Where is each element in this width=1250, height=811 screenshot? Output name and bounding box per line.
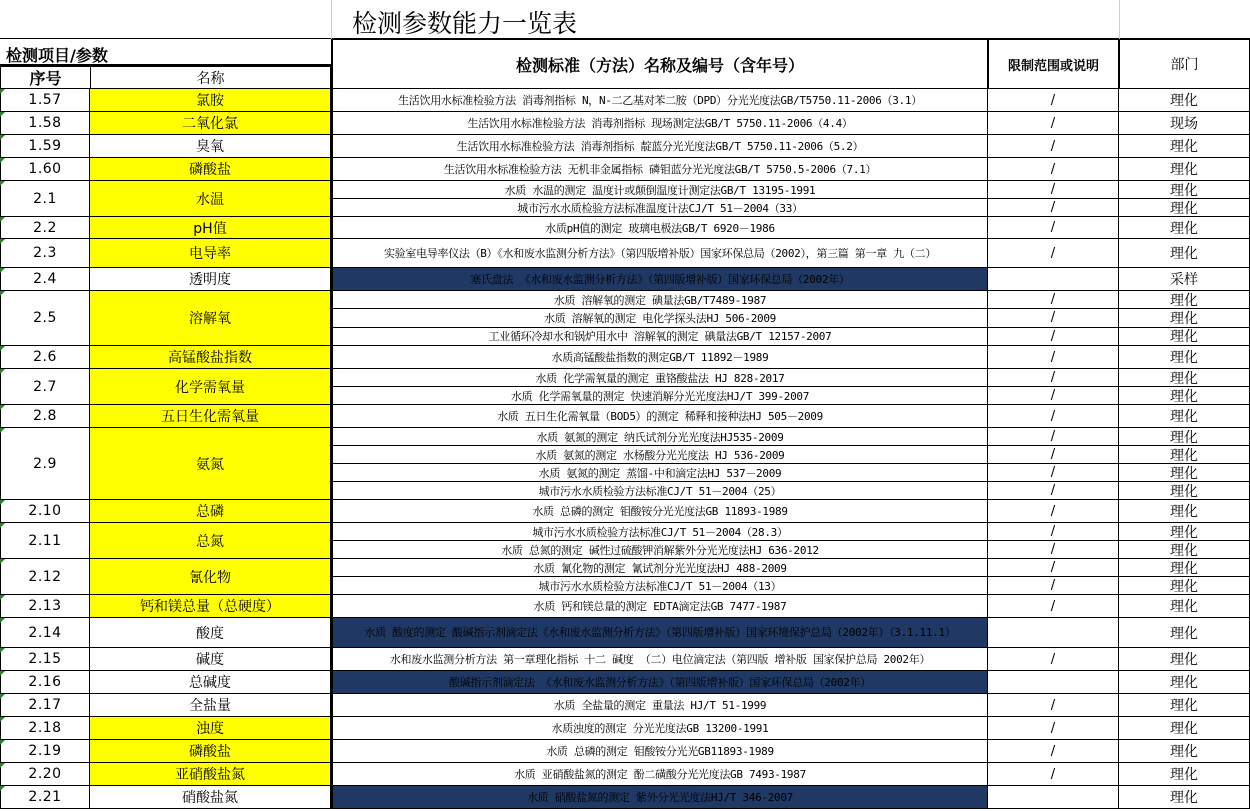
standard-group xyxy=(331,346,1250,369)
name-cell[interactable]: 钙和镁总量（总硬度） xyxy=(90,595,331,618)
table-row[interactable] xyxy=(0,291,1250,346)
standard-cell[interactable]: 水质 溶解氧的测定 电化学探头法HJ 506-2009 xyxy=(331,309,988,327)
standard-group xyxy=(331,181,1250,217)
standard-group xyxy=(331,239,1250,268)
limit-cell[interactable]: / xyxy=(988,369,1119,387)
standard-line xyxy=(331,158,1250,181)
standard-group xyxy=(331,500,1250,523)
limit-cell[interactable]: / xyxy=(988,199,1119,217)
limit-cell[interactable]: / xyxy=(988,559,1119,577)
table-row[interactable] xyxy=(0,595,1250,618)
standard-group xyxy=(331,786,1250,809)
standard-cell[interactable]: 城市污水水质检验方法标准CJ/T 51－2004（13） xyxy=(331,577,988,595)
name-cell[interactable]: 磷酸盐 xyxy=(90,158,331,181)
table-row[interactable] xyxy=(0,428,1250,500)
limit-cell[interactable]: / xyxy=(988,309,1119,327)
limit-cell[interactable]: / xyxy=(988,577,1119,595)
cell-error-marker-icon xyxy=(0,428,5,433)
table-row[interactable] xyxy=(0,346,1250,369)
limit-cell[interactable]: / xyxy=(988,181,1119,199)
standard-line xyxy=(331,217,1250,239)
standard-line xyxy=(331,595,1250,618)
name-cell[interactable]: 硝酸盐氮 xyxy=(90,786,331,809)
table-row[interactable] xyxy=(0,239,1250,268)
dept-cell[interactable]: 理化 xyxy=(1119,309,1250,327)
name-cell[interactable]: 电导率 xyxy=(90,239,331,268)
standard-line xyxy=(331,309,1250,327)
limit-cell[interactable]: / xyxy=(988,89,1119,112)
dept-cell[interactable]: 理化 xyxy=(1119,387,1250,405)
dept-cell[interactable]: 理化 xyxy=(1119,541,1250,559)
standard-line xyxy=(331,446,1250,464)
limit-cell[interactable]: / xyxy=(988,541,1119,559)
standard-line xyxy=(331,618,1250,648)
cell-error-marker-icon xyxy=(0,217,5,222)
seq-cell[interactable]: 2.2 xyxy=(0,217,90,239)
standard-cell[interactable]: 水质 五日生化需氧量（BOD5）的测定 稀释和接种法HJ 505－2009 xyxy=(331,405,988,428)
dept-cell[interactable]: 理化 xyxy=(1119,559,1250,577)
standard-group xyxy=(331,405,1250,428)
dept-cell[interactable]: 理化 xyxy=(1119,618,1250,648)
seq-cell[interactable]: 2.13 xyxy=(0,595,90,618)
cell-error-marker-icon xyxy=(0,346,5,351)
standard-line xyxy=(331,369,1250,387)
standard-cell[interactable]: 生活饮用水标准检验方法 消毒剂指标 靛蓝分光光度法GB/T 5750.11-2006（5.2） xyxy=(331,135,988,158)
table-row[interactable] xyxy=(0,268,1250,291)
standard-line xyxy=(331,694,1250,717)
standard-group xyxy=(331,559,1250,595)
standard-line xyxy=(331,428,1250,446)
table-row[interactable] xyxy=(0,405,1250,428)
limit-cell[interactable]: / xyxy=(988,239,1119,268)
name-cell[interactable]: 总氮 xyxy=(90,523,331,559)
limit-cell[interactable]: / xyxy=(988,405,1119,428)
title-row xyxy=(0,0,1250,39)
table-row[interactable] xyxy=(0,500,1250,523)
limit-cell[interactable]: / xyxy=(988,500,1119,523)
name-cell[interactable]: 化学需氧量 xyxy=(90,369,331,405)
standard-cell[interactable]: 生活饮用水标准检验方法 消毒剂指标 现场测定法GB/T 5750.11-2006（4.4） xyxy=(331,112,988,135)
standard-cell[interactable]: 生活饮用水标准检验方法 消毒剂指标 N，N-二乙基对苯二胺（DPD）分光光度法GB/T5750.11-2006（3.1） xyxy=(331,89,988,112)
standard-group xyxy=(331,369,1250,405)
standard-line xyxy=(331,291,1250,309)
header-group: 检测项目/参数 xyxy=(6,46,108,65)
dept-cell[interactable]: 理化 xyxy=(1119,89,1250,112)
name-cell[interactable]: 二氧化氯 xyxy=(90,112,331,135)
standard-line xyxy=(331,199,1250,217)
seq-cell[interactable]: 1.59 xyxy=(0,135,90,158)
standard-line xyxy=(331,135,1250,158)
cell-error-marker-icon xyxy=(0,618,5,623)
standard-cell[interactable]: 塞氏盘法 《水和废水监测分析方法》（第四版增补版）国家环保总局（2002年） xyxy=(331,268,988,291)
standard-line xyxy=(331,89,1250,112)
name-cell[interactable]: 透明度 xyxy=(90,268,331,291)
standard-group xyxy=(331,217,1250,239)
seq-cell[interactable]: 1.58 xyxy=(0,112,90,135)
standard-cell[interactable]: 水质 水温的测定 温度计或颠倒温度计测定法GB/T 13195-1991 xyxy=(331,181,988,199)
table-row[interactable] xyxy=(0,694,1250,717)
limit-cell[interactable]: / xyxy=(988,291,1119,309)
name-cell[interactable]: 臭氧 xyxy=(90,135,331,158)
dept-cell[interactable]: 理化 xyxy=(1119,595,1250,618)
standard-cell[interactable]: 水质 总磷的测定 钼酸铵分光光度法GB 11893-1989 xyxy=(331,500,988,523)
seq-cell[interactable]: 2.18 xyxy=(0,717,90,740)
header-standard: 检测标准（方法）名称及编号（含年号） xyxy=(331,39,988,89)
dept-cell[interactable]: 理化 xyxy=(1119,464,1250,482)
standard-group xyxy=(331,648,1250,671)
standard-line xyxy=(331,328,1250,346)
standard-line xyxy=(331,482,1250,500)
standard-cell[interactable]: 水质 总氮的测定 碱性过硫酸钾消解紫外分光光度法HJ 636-2012 xyxy=(331,541,988,559)
standard-line xyxy=(331,268,1250,291)
table-row[interactable] xyxy=(0,618,1250,648)
limit-cell[interactable]: / xyxy=(988,135,1119,158)
standard-cell[interactable]: 水质 全盐量的测定 重量法 HJ/T 51-1999 xyxy=(331,694,988,717)
standard-group xyxy=(331,595,1250,618)
cell-error-marker-icon xyxy=(0,158,5,163)
standard-cell[interactable]: 水质 氨氮的测定 纳氏试剂分光光度法HJ535-2009 xyxy=(331,428,988,446)
standard-cell[interactable]: 工业循环冷却水和锅炉用水中 溶解氧的测定 碘量法GB/T 12157-2007 xyxy=(331,328,988,346)
limit-cell[interactable]: / xyxy=(988,346,1119,369)
limit-cell[interactable]: / xyxy=(988,763,1119,786)
table-row[interactable] xyxy=(0,112,1250,135)
header-seq: 序号 xyxy=(0,66,90,89)
standard-group xyxy=(331,740,1250,763)
dept-cell[interactable]: 理化 xyxy=(1119,482,1250,500)
dept-cell[interactable]: 理化 xyxy=(1119,577,1250,595)
name-cell[interactable]: pH值 xyxy=(90,217,331,239)
standard-line xyxy=(331,559,1250,577)
cell-error-marker-icon xyxy=(0,671,5,676)
name-cell[interactable]: 氰化物 xyxy=(90,559,331,595)
cell-error-marker-icon xyxy=(0,135,5,140)
cell-error-marker-icon xyxy=(0,717,5,722)
limit-cell[interactable]: / xyxy=(988,387,1119,405)
cell-error-marker-icon xyxy=(0,523,5,528)
name-cell[interactable]: 总碱度 xyxy=(90,671,331,694)
standard-cell[interactable]: 水质高锰酸盐指数的测定GB/T 11892－1989 xyxy=(331,346,988,369)
name-cell[interactable]: 溶解氧 xyxy=(90,291,331,346)
cell-error-marker-icon xyxy=(0,559,5,564)
cell-error-marker-icon xyxy=(0,239,5,244)
table-row[interactable] xyxy=(0,181,1250,217)
standard-line xyxy=(331,541,1250,559)
name-cell[interactable]: 全盐量 xyxy=(90,694,331,717)
dept-cell[interactable]: 现场 xyxy=(1119,112,1250,135)
dept-cell[interactable]: 理化 xyxy=(1119,717,1250,740)
limit-cell[interactable] xyxy=(988,618,1119,648)
name-cell[interactable]: 氨氮 xyxy=(90,428,331,500)
dept-cell[interactable]: 理化 xyxy=(1119,786,1250,809)
seq-cell[interactable]: 2.8 xyxy=(0,405,90,428)
standard-group xyxy=(331,158,1250,181)
standard-group xyxy=(331,717,1250,740)
name-cell[interactable]: 氯胺 xyxy=(90,89,331,112)
standard-line xyxy=(331,763,1250,786)
limit-cell[interactable]: / xyxy=(988,694,1119,717)
seq-cell[interactable]: 2.17 xyxy=(0,694,90,717)
table-row[interactable] xyxy=(0,763,1250,786)
dept-cell[interactable]: 理化 xyxy=(1119,740,1250,763)
table-row[interactable] xyxy=(0,523,1250,559)
limit-cell[interactable]: / xyxy=(988,740,1119,763)
standard-cell[interactable]: 水和废水监测分析方法 第一章理化指标 十二 碱度 （二）电位滴定法（第四版 增补版 国家保护总局 2002年） xyxy=(331,648,988,671)
dept-cell[interactable]: 理化 xyxy=(1119,369,1250,387)
dept-cell[interactable]: 理化 xyxy=(1119,158,1250,181)
standard-group xyxy=(331,671,1250,694)
seq-cell[interactable]: 2.19 xyxy=(0,740,90,763)
dept-cell[interactable]: 理化 xyxy=(1119,135,1250,158)
dept-cell[interactable]: 理化 xyxy=(1119,291,1250,309)
table-row[interactable] xyxy=(0,369,1250,405)
standard-line xyxy=(331,500,1250,523)
standard-cell[interactable]: 水质 溶解氧的测定 碘量法GB/T7489-1987 xyxy=(331,291,988,309)
limit-cell[interactable] xyxy=(988,671,1119,694)
standard-cell[interactable]: 水质 钙和镁总量的测定 EDTA滴定法GB 7477-1987 xyxy=(331,595,988,618)
limit-cell[interactable] xyxy=(988,268,1119,291)
seq-cell[interactable]: 2.3 xyxy=(0,239,90,268)
limit-cell[interactable]: / xyxy=(988,717,1119,740)
limit-cell[interactable]: / xyxy=(988,446,1119,464)
dept-cell[interactable]: 理化 xyxy=(1119,239,1250,268)
standard-line xyxy=(331,112,1250,135)
dept-cell[interactable]: 理化 xyxy=(1119,199,1250,217)
seq-cell[interactable]: 2.20 xyxy=(0,763,90,786)
dept-cell[interactable]: 理化 xyxy=(1119,763,1250,786)
standard-cell[interactable]: 生活饮用水标准检验方法 无机非金属指标 磷钼蓝分光光度法GB/T 5750.5-2006（7.1） xyxy=(331,158,988,181)
header-name: 名称 xyxy=(90,66,331,89)
cell-error-marker-icon xyxy=(0,500,5,505)
standard-cell[interactable]: 水质 化学需氧量的测定 重铬酸盐法 HJ 828-2017 xyxy=(331,369,988,387)
standard-cell[interactable]: 酸碱指示剂滴定法 《水和废水监测分析方法》（第四版增补版）国家环保总局（2002年） xyxy=(331,671,988,694)
standard-cell[interactable]: 水质浊度的测定 分光光度法GB 13200-1991 xyxy=(331,717,988,740)
dept-cell[interactable]: 理化 xyxy=(1119,346,1250,369)
standard-line xyxy=(331,346,1250,369)
standard-cell[interactable]: 水质 酸度的测定 酸碱指示剂滴定法《水和废水监测分析方法》（第四版增补版）国家环境保护总局（2002年）（3.1.11.1） xyxy=(331,618,988,648)
standard-line xyxy=(331,523,1250,541)
cell-error-marker-icon xyxy=(0,405,5,410)
gridline xyxy=(331,0,332,39)
header-limit: 限制范围或说明 xyxy=(988,39,1119,89)
seq-cell[interactable]: 2.4 xyxy=(0,268,90,291)
dept-cell[interactable]: 理化 xyxy=(1119,328,1250,346)
seq-cell[interactable]: 2.21 xyxy=(0,786,90,809)
dept-cell[interactable]: 理化 xyxy=(1119,405,1250,428)
table-row[interactable] xyxy=(0,135,1250,158)
name-cell[interactable]: 浊度 xyxy=(90,717,331,740)
table-row[interactable] xyxy=(0,671,1250,694)
dept-cell[interactable]: 理化 xyxy=(1119,446,1250,464)
dept-cell[interactable]: 采样 xyxy=(1119,268,1250,291)
cell-error-marker-icon xyxy=(0,740,5,745)
name-cell[interactable]: 总磷 xyxy=(90,500,331,523)
seq-cell[interactable]: 2.9 xyxy=(0,428,90,500)
standard-cell[interactable]: 水质 总磷的测定 钼酸铵分光光GB11893-1989 xyxy=(331,740,988,763)
cell-error-marker-icon xyxy=(0,595,5,600)
seq-cell[interactable]: 2.14 xyxy=(0,618,90,648)
standard-group xyxy=(331,428,1250,500)
dept-cell[interactable]: 理化 xyxy=(1119,428,1250,446)
name-cell[interactable]: 亚硝酸盐氮 xyxy=(90,763,331,786)
seq-cell[interactable]: 2.11 xyxy=(0,523,90,559)
table-row[interactable] xyxy=(0,740,1250,763)
standard-cell[interactable]: 实验室电导率仪法（B）《水和废水监测分析方法》（第四版增补版）国家环保总局（2002），第三篇 第一章 九（二） xyxy=(331,239,988,268)
seq-cell[interactable]: 2.6 xyxy=(0,346,90,369)
dept-cell[interactable]: 理化 xyxy=(1119,523,1250,541)
seq-cell[interactable]: 1.60 xyxy=(0,158,90,181)
limit-cell[interactable]: / xyxy=(988,523,1119,541)
cell-error-marker-icon xyxy=(0,786,5,791)
seq-cell[interactable]: 2.10 xyxy=(0,500,90,523)
dept-cell[interactable]: 理化 xyxy=(1119,671,1250,694)
limit-cell[interactable] xyxy=(988,786,1119,809)
seq-cell[interactable]: 1.57 xyxy=(0,89,90,112)
standard-cell[interactable]: 水质 硝酸盐氮的测定 紫外分光光度法HJ/T 346-2007 xyxy=(331,786,988,809)
standard-cell[interactable]: 水质pH值的测定 玻璃电极法GB/T 6920－1986 xyxy=(331,217,988,239)
standard-cell[interactable]: 城市污水水质检验方法标准温度计法CJ/T 51－2004（33） xyxy=(331,199,988,217)
standard-group xyxy=(331,763,1250,786)
table-row[interactable] xyxy=(0,717,1250,740)
cell-error-marker-icon xyxy=(0,268,5,273)
name-cell[interactable]: 酸度 xyxy=(90,618,331,648)
standard-line xyxy=(331,786,1250,809)
seq-cell[interactable]: 2.16 xyxy=(0,671,90,694)
limit-cell[interactable]: / xyxy=(988,482,1119,500)
dept-cell[interactable]: 理化 xyxy=(1119,500,1250,523)
cell-error-marker-icon xyxy=(0,763,5,768)
standard-line xyxy=(331,405,1250,428)
cell-error-marker-icon xyxy=(0,648,5,653)
dept-cell[interactable]: 理化 xyxy=(1119,217,1250,239)
limit-cell[interactable]: / xyxy=(988,595,1119,618)
name-cell[interactable]: 碱度 xyxy=(90,648,331,671)
standard-line xyxy=(331,577,1250,595)
limit-cell[interactable]: / xyxy=(988,217,1119,239)
standard-line xyxy=(331,464,1250,482)
seq-cell[interactable]: 2.1 xyxy=(0,181,90,217)
standard-cell[interactable]: 水质 亚硝酸盐氮的测定 酚二磺酸分光光度法GB 7493-1987 xyxy=(331,763,988,786)
standard-group xyxy=(331,694,1250,717)
standard-line xyxy=(331,387,1250,405)
cell-error-marker-icon xyxy=(0,181,5,186)
dept-cell[interactable]: 理化 xyxy=(1119,694,1250,717)
header-dept: 部门 xyxy=(1119,39,1250,89)
standard-line xyxy=(331,671,1250,694)
table-row[interactable] xyxy=(0,559,1250,595)
limit-cell[interactable]: / xyxy=(988,158,1119,181)
limit-cell[interactable]: / xyxy=(988,428,1119,446)
seq-cell[interactable]: 2.5 xyxy=(0,291,90,346)
page-title: 检测参数能力一览表 xyxy=(352,9,578,38)
cell-error-marker-icon xyxy=(0,112,5,117)
cell-error-marker-icon xyxy=(0,694,5,699)
standard-line xyxy=(331,181,1250,199)
dept-cell[interactable]: 理化 xyxy=(1119,648,1250,671)
standard-group xyxy=(331,112,1250,135)
seq-cell[interactable]: 2.15 xyxy=(0,648,90,671)
limit-cell[interactable]: / xyxy=(988,328,1119,346)
standard-line xyxy=(331,740,1250,763)
table-row[interactable] xyxy=(0,217,1250,239)
standard-cell[interactable]: 水质 氰化物的测定 氰试剂分光光度法HJ 488-2009 xyxy=(331,559,988,577)
cell-error-marker-icon xyxy=(0,369,5,374)
table-row[interactable] xyxy=(0,158,1250,181)
name-cell[interactable]: 水温 xyxy=(90,181,331,217)
standard-cell[interactable]: 城市污水水质检验方法标准CJ/T 51－2004（25） xyxy=(331,482,988,500)
cell-error-marker-icon xyxy=(0,89,5,94)
cell-error-marker-icon xyxy=(0,291,5,296)
standard-group xyxy=(331,618,1250,648)
standard-cell[interactable]: 水质 化学需氧量的测定 快速消解分光光度法HJ/T 399-2007 xyxy=(331,387,988,405)
standard-group xyxy=(331,523,1250,559)
name-cell[interactable]: 磷酸盐 xyxy=(90,740,331,763)
standard-group xyxy=(331,89,1250,112)
standard-group xyxy=(331,268,1250,291)
table-row[interactable] xyxy=(0,786,1250,809)
table-row[interactable] xyxy=(0,89,1250,112)
seq-cell[interactable]: 2.7 xyxy=(0,369,90,405)
name-cell[interactable]: 高锰酸盐指数 xyxy=(90,346,331,369)
standard-group xyxy=(331,135,1250,158)
standard-line xyxy=(331,648,1250,671)
dept-cell[interactable]: 理化 xyxy=(1119,181,1250,199)
standard-group xyxy=(331,291,1250,346)
gridline xyxy=(1119,0,1120,39)
standard-cell[interactable]: 水质 氨氮的测定 蒸馏-中和滴定法HJ 537－2009 xyxy=(331,464,988,482)
limit-cell[interactable]: / xyxy=(988,112,1119,135)
standard-line xyxy=(331,239,1250,268)
standard-line xyxy=(331,717,1250,740)
limit-cell[interactable]: / xyxy=(988,464,1119,482)
standard-cell[interactable]: 城市污水水质检验方法标准CJ/T 51－2004（28.3） xyxy=(331,523,988,541)
table-row[interactable] xyxy=(0,648,1250,671)
limit-cell[interactable]: / xyxy=(988,648,1119,671)
seq-cell[interactable]: 2.12 xyxy=(0,559,90,595)
standard-cell[interactable]: 水质 氨氮的测定 水杨酸分光光度法 HJ 536-2009 xyxy=(331,446,988,464)
name-cell[interactable]: 五日生化需氧量 xyxy=(90,405,331,428)
